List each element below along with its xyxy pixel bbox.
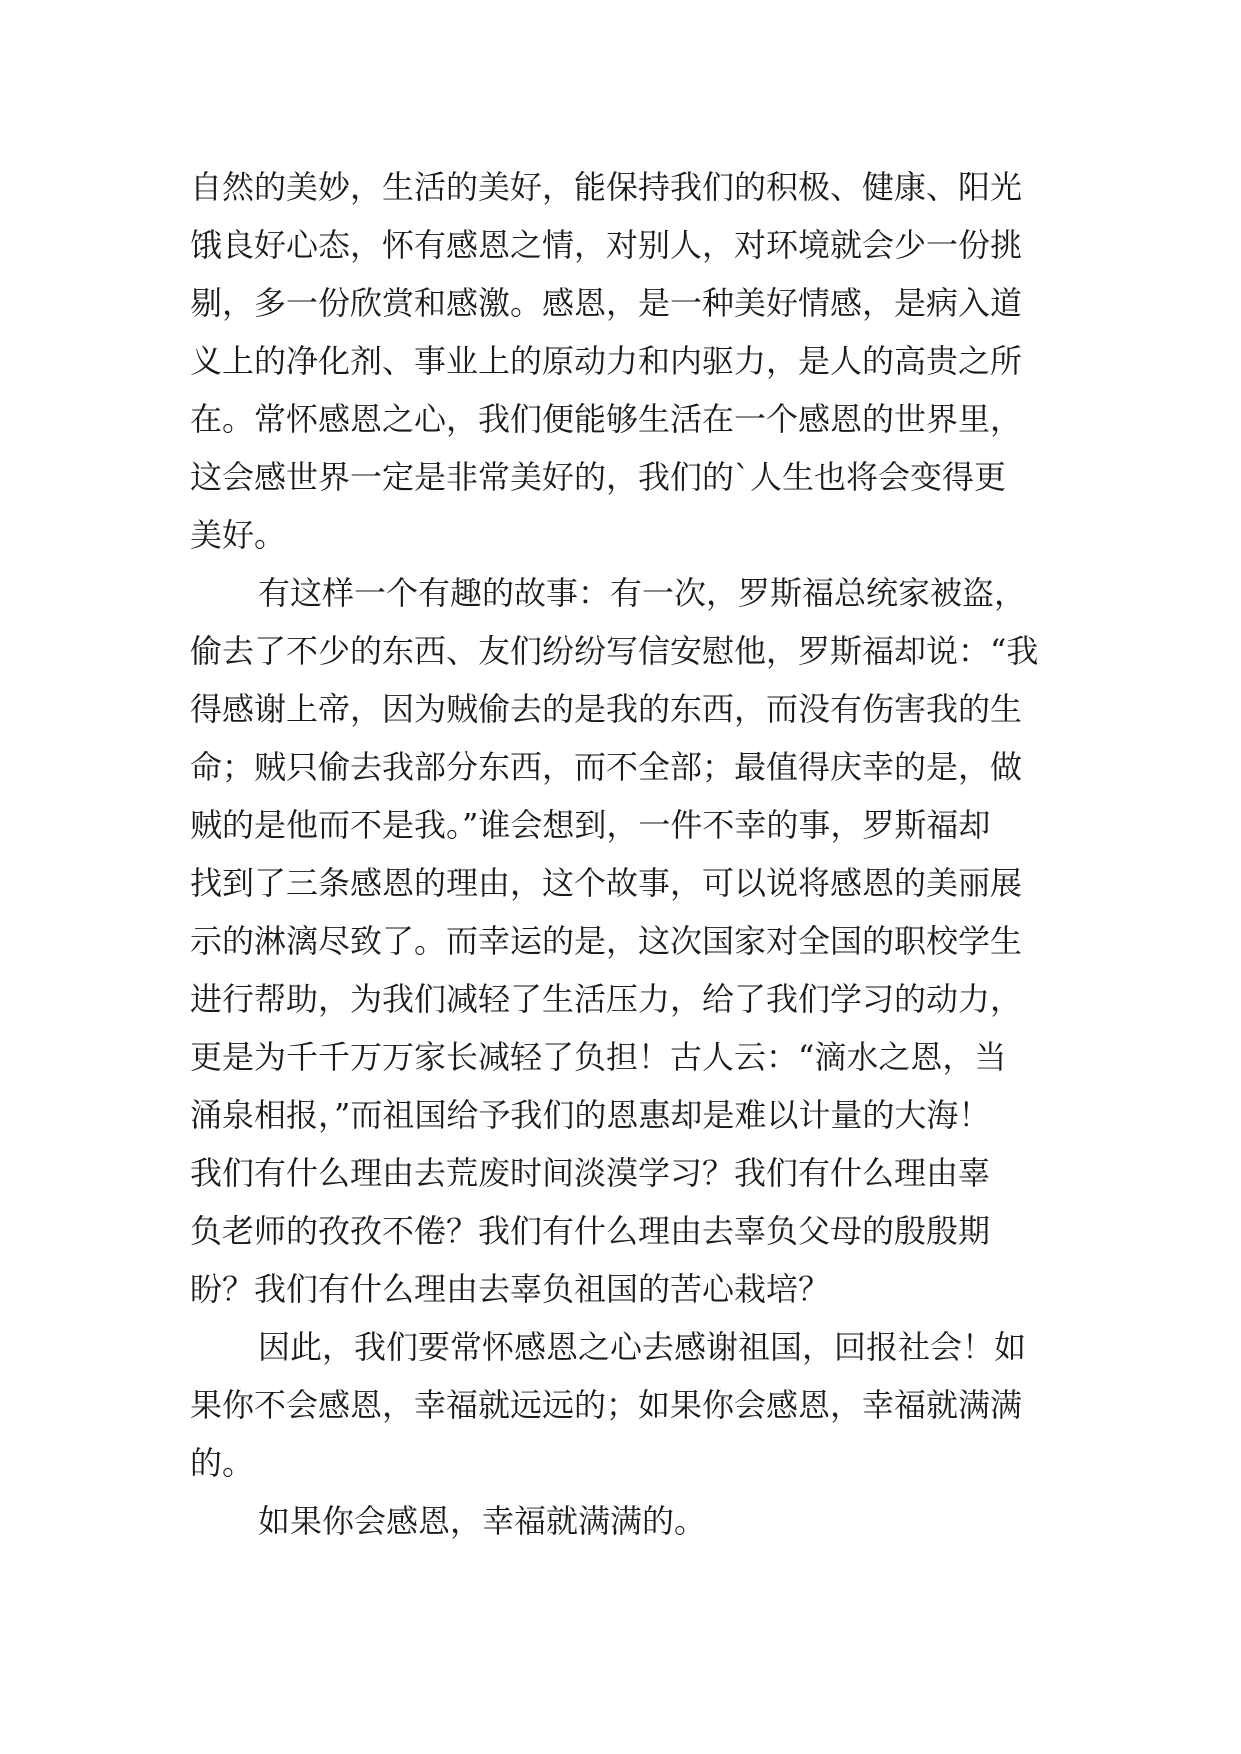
text-line: 进行帮助，为我们减轻了生活压力，给了我们学习的动力， [190,980,1023,1018]
text-line: 这会感世界一定是非常美好的，我们的`人生也将会变得更 [190,458,1007,496]
text-line: 偷去了不少的东西、友们纷纷写信安慰他，罗斯福却说：“我 [190,632,1039,670]
text-line: 更是为千千万万家长减轻了负担！古人云：“滴水之恩，当 [190,1038,1007,1076]
text-line: 剔，多一份欣赏和感激。感恩，是一种美好情感，是病入道 [190,284,1023,322]
text-line: 得感谢上帝，因为贼偷去的是我的东西，而没有伤害我的生 [190,690,1023,728]
text-line: 示的淋漓尽致了。而幸运的是，这次国家对全国的职校学生 [190,922,1023,960]
text-line: 贼的是他而不是我。”谁会想到，一件不幸的事，罗斯福却 [190,806,991,844]
text-line: 因此，我们要常怀感恩之心去感谢祖国，回报社会！如 [258,1328,1027,1366]
body-text [190,158,1050,1550]
text-line: 美好。 [190,516,287,554]
text-line: 找到了三条感恩的理由，这个故事，可以说将感恩的美丽展 [190,864,1023,902]
text-line: 自然的美妙，生活的美好，能保持我们的积极、健康、阳光 [190,168,1023,206]
text-line: 命；贼只偷去我部分东西，而不全部；最值得庆幸的是，做 [190,748,1023,786]
text-line: 我们有什么理由去荒废时间淡漠学习？我们有什么理由辜 [190,1154,991,1192]
text-line: 盼？我们有什么理由去辜负祖国的苦心栽培？ [190,1270,831,1308]
text-line: 在。常怀感恩之心，我们便能够生活在一个感恩的世界里， [190,400,1023,438]
text-line: 义上的净化剂、事业上的原动力和内驱力，是人的高贵之所 [190,342,1023,380]
text-line: 如果你会感恩，幸福就满满的。 [258,1502,707,1540]
text-line: 负老师的孜孜不倦？我们有什么理由去辜负父母的殷殷期 [190,1212,991,1250]
text-line: 果你不会感恩，幸福就远远的；如果你会感恩，幸福就满满 [190,1386,1023,1424]
text-line: 的。 [190,1444,255,1482]
text-line: 饿良好心态，怀有感恩之情，对别人，对环境就会少一份挑 [190,226,1023,264]
text-line: 涌泉相报，”而祖国给予我们的恩惠却是难以计量的大海！ [190,1096,991,1134]
text-line: 有这样一个有趣的故事：有一次，罗斯福总统家被盗， [258,574,1027,612]
